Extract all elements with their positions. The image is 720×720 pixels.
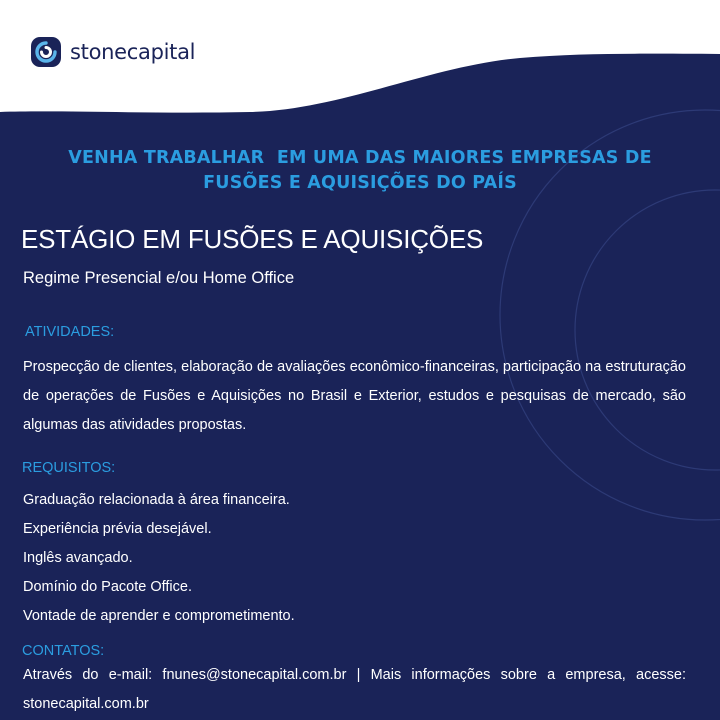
list-item: Inglês avançado. [23, 550, 133, 566]
list-item: Domínio do Pacote Office. [23, 579, 192, 595]
brand-logo [30, 36, 195, 68]
stonecapital-logo-icon [30, 36, 62, 68]
contacts-text: Através do e-mail: fnunes@stonecapital.com.br | Mais informações sobre a empresa, acesse: stonecapital.com.br [23, 667, 686, 712]
job-title: ESTÁGIO EM FUSÕES E AQUISIÇÕES [21, 224, 484, 254]
activities-label: ATIVIDADES: [25, 324, 115, 340]
list-item: Vontade de aprender e comprometimento. [23, 608, 295, 624]
list-item: Experiência prévia desejável. [23, 521, 212, 537]
headline-line-2: FUSÕES E AQUISIÇÕES DO PAÍS [203, 173, 517, 193]
requirements-label: REQUISITOS: [22, 460, 116, 476]
contacts-label: CONTATOS: [22, 643, 105, 659]
brand-name: stonecapital [70, 40, 196, 64]
requirements-list [23, 486, 295, 631]
list-item: Graduação relacionada à área financeira. [23, 492, 290, 508]
activities-text: Prospecção de clientes, elaboração de avaliações econômico-financeiras, participação na estruturação de operações de Fusões e Aquisições no Brasil e Exterior, estudos e pesquisas de mercado, são algumas das atividades propostas. [23, 359, 686, 433]
headline-line-1: VENHA TRABALHAR EM UMA DAS MAIORES EMPRESAS DE [68, 148, 652, 168]
headline [20, 146, 700, 196]
job-regime: Regime Presencial e/ou Home Office [23, 269, 295, 287]
